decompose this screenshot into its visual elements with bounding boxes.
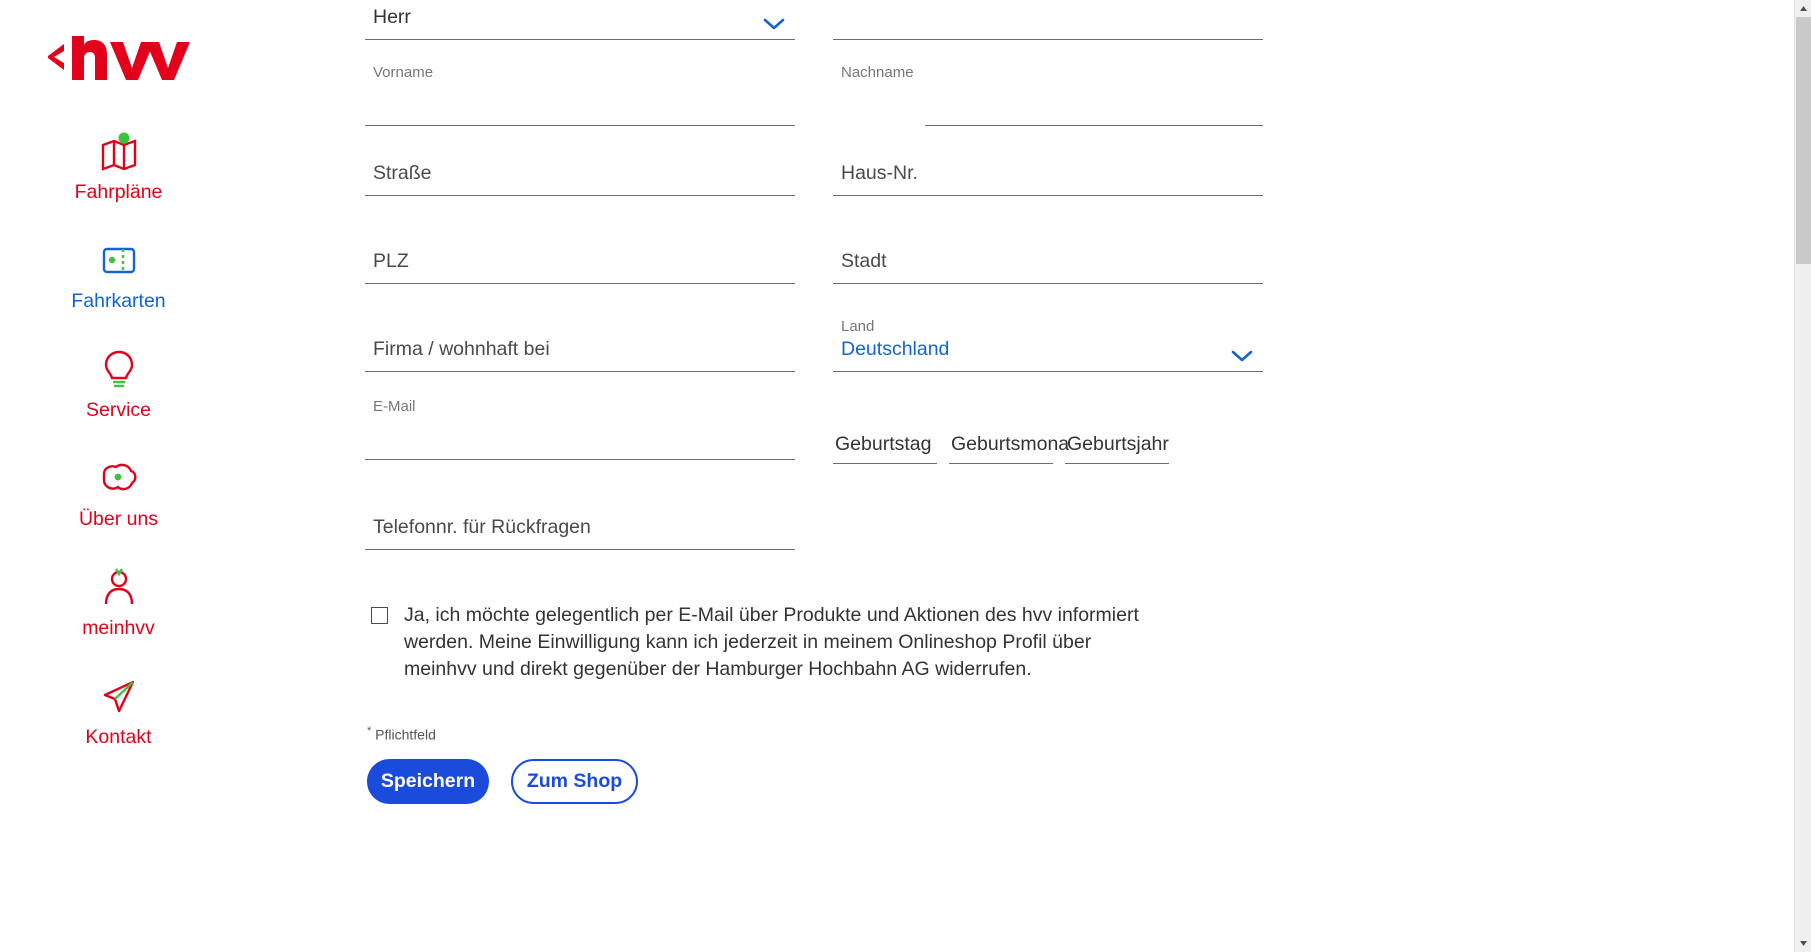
strasse-field[interactable]	[365, 154, 795, 196]
newsletter-checkbox[interactable]	[371, 607, 388, 624]
required-marker: *	[367, 725, 372, 737]
land-label: Land	[841, 318, 875, 335]
field-underline	[365, 39, 795, 40]
sidebar-item-kontakt[interactable]	[0, 675, 237, 748]
form-col-left	[365, 242, 795, 284]
geburtsmonat-field[interactable]	[949, 424, 1070, 464]
field-underline	[365, 459, 795, 460]
stadt-placeholder: Stadt	[841, 250, 887, 272]
field-underline	[365, 195, 795, 196]
form-col-right	[833, 0, 1263, 40]
form-row-email-birthday	[365, 392, 1265, 464]
sidebar-item-label: Fahrkarten	[71, 290, 166, 312]
sidebar-item-fahrkarten[interactable]	[0, 239, 237, 312]
sidebar-item-label: Über uns	[78, 508, 159, 530]
sidebar	[0, 0, 237, 952]
paper-plane-icon	[97, 675, 141, 719]
form-row-name	[365, 58, 1265, 126]
telefon-placeholder: Telefonnr. für Rückfragen	[373, 516, 591, 538]
nachname-field[interactable]	[833, 58, 1263, 126]
sidebar-item-label: Fahrpläne	[74, 181, 163, 203]
hvv-logo[interactable]	[46, 34, 191, 84]
field-underline	[833, 195, 1263, 196]
geburtstag-field[interactable]	[833, 424, 937, 464]
hvv-logo-icon	[46, 34, 191, 84]
salutation-select[interactable]	[365, 0, 795, 40]
sidebar-item-meinhvv[interactable]	[0, 566, 237, 639]
email-field[interactable]	[365, 392, 795, 460]
scroll-down-arrow[interactable]	[1795, 935, 1811, 952]
sidebar-item-label: Service	[85, 399, 152, 421]
top-right-field[interactable]	[833, 0, 1263, 40]
form-actions	[365, 759, 1265, 804]
form-col-right	[833, 154, 1263, 196]
firma-field[interactable]	[365, 330, 795, 372]
registration-form	[365, 0, 1265, 804]
field-underline	[925, 125, 1263, 126]
geburtsmonat-placeholder: Geburtsmona	[951, 433, 1070, 455]
form-col-left	[365, 154, 795, 196]
nachname-label: Nachname	[841, 64, 914, 81]
hausnr-placeholder: Haus-Nr.	[841, 162, 918, 184]
birthday-group	[833, 424, 1263, 464]
scrollbar-thumb[interactable]	[1796, 17, 1811, 264]
person-icon	[99, 566, 139, 610]
telefon-field[interactable]	[365, 508, 795, 550]
plz-placeholder: PLZ	[373, 250, 409, 272]
form-col-right	[833, 242, 1263, 284]
vertical-scrollbar[interactable]	[1794, 0, 1811, 952]
field-underline	[365, 283, 795, 284]
field-underline	[365, 125, 795, 126]
sidebar-item-fahrplaene[interactable]	[0, 130, 237, 203]
scroll-up-arrow[interactable]	[1795, 0, 1811, 17]
region-pin-icon	[96, 457, 142, 501]
save-button[interactable]: Speichern	[367, 759, 489, 804]
strasse-placeholder: Straße	[373, 162, 432, 184]
required-note-text: Pflichtfeld	[375, 726, 436, 743]
land-value: Deutschland	[841, 338, 950, 360]
form-col-left	[365, 58, 795, 126]
newsletter-consent[interactable]	[365, 602, 1265, 683]
form-col-right	[833, 392, 1263, 464]
geburtsjahr-placeholder: Geburtsjahr	[1067, 433, 1169, 455]
form-row-phone	[365, 508, 1265, 550]
scrollbar-track[interactable]	[1796, 650, 1811, 935]
form-col-left	[365, 0, 795, 40]
stadt-field[interactable]	[833, 242, 1263, 284]
salutation-value: Herr	[373, 6, 411, 28]
plz-field[interactable]	[365, 242, 795, 284]
form-col-left	[365, 392, 795, 464]
form-row-salutation	[365, 0, 1265, 40]
sidebar-item-label: meinhvv	[82, 617, 155, 639]
form-col-right	[833, 318, 1263, 372]
vorname-field[interactable]	[365, 58, 795, 126]
email-label: E-Mail	[373, 398, 416, 415]
field-underline	[949, 463, 1053, 464]
field-underline	[365, 549, 795, 550]
geburtstag-placeholder: Geburtstag	[835, 433, 932, 455]
field-underline	[365, 371, 795, 372]
form-col-right	[833, 508, 1263, 550]
sidebar-item-service[interactable]	[0, 348, 237, 421]
form-row-city	[365, 242, 1265, 284]
field-underline	[833, 39, 1263, 40]
required-field-note	[365, 725, 1265, 743]
geburtsjahr-field[interactable]	[1065, 424, 1169, 464]
zum-shop-button[interactable]: Zum Shop	[511, 759, 638, 804]
land-select[interactable]	[833, 318, 1263, 372]
sidebar-item-label: Kontakt	[85, 726, 152, 748]
chevron-down-icon[interactable]	[763, 17, 785, 31]
field-underline	[833, 283, 1263, 284]
chevron-down-icon[interactable]	[1231, 349, 1253, 363]
form-col-left	[365, 330, 795, 372]
lightbulb-icon	[99, 348, 139, 392]
field-underline	[833, 463, 937, 464]
hausnr-field[interactable]	[833, 154, 1263, 196]
field-underline	[833, 371, 1263, 372]
main-content	[237, 0, 1811, 952]
form-col-right	[833, 58, 1263, 126]
firma-placeholder: Firma / wohnhaft bei	[373, 338, 550, 360]
vorname-label: Vorname	[373, 64, 434, 81]
newsletter-consent-text: Ja, ich möchte gelegentlich per E-Mail über Produkte und Aktionen des hvv informiert werden. Meine Einwilligung kann ich jederzeit in meinem Onlineshop Profil über meinhvv und direkt gegenüber der Hamburger Hochbahn AG widerrufen.	[404, 604, 1139, 680]
map-icon	[97, 130, 141, 174]
form-row-company-country	[365, 318, 1265, 372]
ticket-icon	[97, 239, 141, 283]
form-col-left	[365, 508, 795, 550]
form-row-street	[365, 154, 1265, 196]
field-underline	[1065, 463, 1169, 464]
sidebar-item-ueber-uns[interactable]	[0, 457, 237, 530]
